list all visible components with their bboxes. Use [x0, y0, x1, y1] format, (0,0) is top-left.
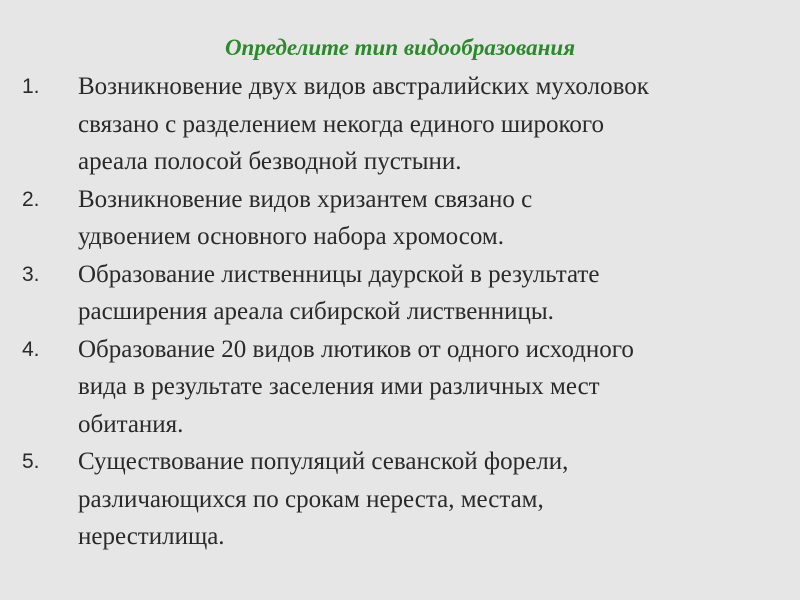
list-item-5: [0, 443, 800, 556]
question-list: [0, 68, 800, 556]
item-number: 5.: [22, 450, 40, 473]
item-text-line: Возникновение видов хризантем связано с: [78, 185, 533, 213]
slide-title: Определите тип видообразования: [224, 35, 576, 60]
item-number: 4.: [22, 337, 40, 361]
item-text-line: Существование популяций севанской форели,: [78, 448, 569, 475]
item-text-line: Возникновение двух видов австралийских мухоловок: [78, 73, 649, 100]
list-item-3: [0, 256, 800, 331]
item-number: 2.: [22, 187, 40, 211]
item-text-line: Образование 20 видов лютиков от одного исходного: [78, 335, 634, 363]
item-text-line: нерестилища.: [78, 523, 225, 550]
item-number: 1.: [22, 75, 40, 98]
list-item-2: [0, 181, 800, 256]
item-text-line: удвоением основного набора хромосом.: [78, 223, 504, 250]
item-text-line: вида в результате заселения ими различных мест: [78, 373, 600, 400]
item-text-line: связано с разделением некогда единого широкого: [78, 110, 605, 138]
item-text-line: Образование лиственницы даурской в результате: [78, 260, 600, 288]
item-number: 3.: [22, 262, 40, 286]
item-text-line: ареала полосой безводной пустыни.: [78, 148, 462, 175]
item-text-line: расширения ареала сибирской лиственницы.: [78, 298, 554, 325]
list-item-1: [0, 68, 800, 181]
item-text-line: различающихся по срокам нереста, местам,: [78, 485, 544, 513]
item-text-line: обитания.: [78, 410, 184, 438]
list-item-4: [0, 331, 800, 444]
